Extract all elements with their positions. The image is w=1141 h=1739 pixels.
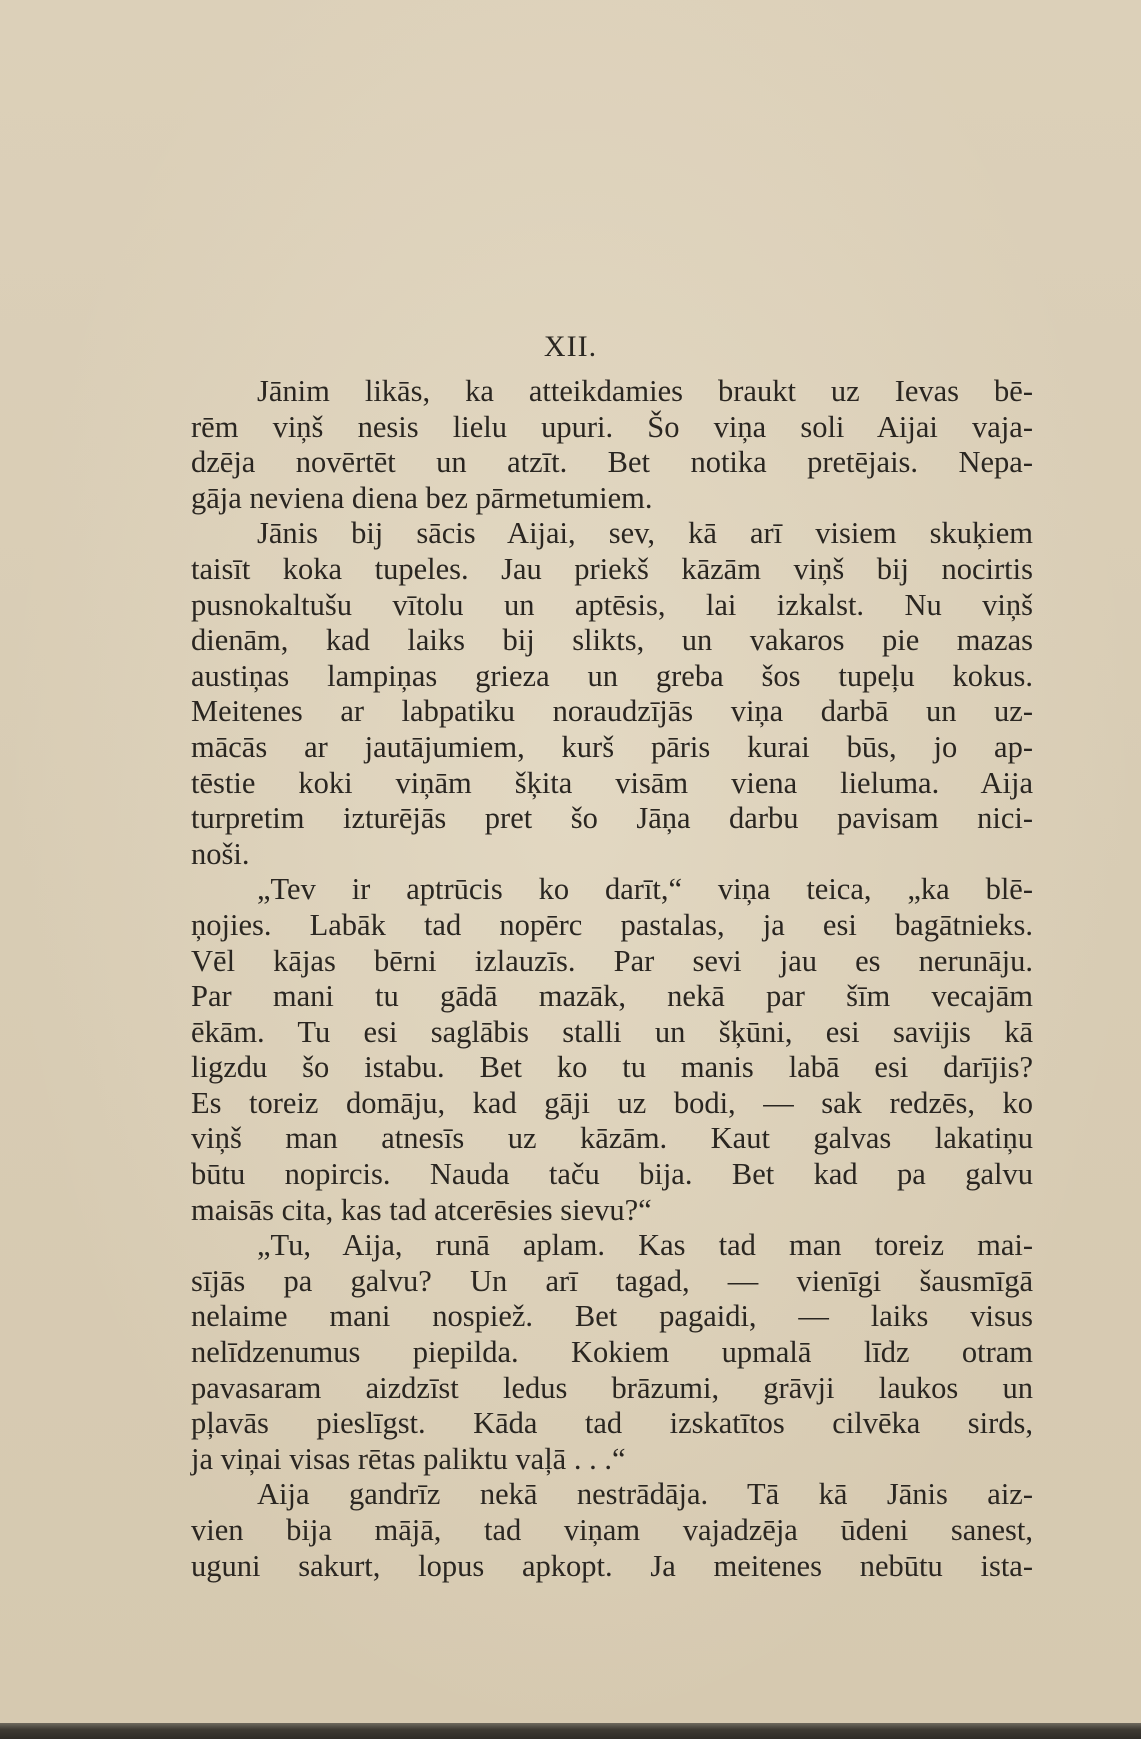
text-line: tēstie koki viņām šķita visām viena lieluma. Aija bbox=[191, 765, 1033, 800]
text-line: Meitenes ar labpatiku noraudzījās viņa darbā un uz- bbox=[191, 694, 1033, 729]
text-line: „Tu, Aija, runā aplam. Kas tad man toreiz mai- bbox=[257, 1228, 1033, 1263]
text-line: taisīt koka tupeles. Jau priekš kāzām viņš bij nocirtis bbox=[191, 551, 1033, 586]
text-line: rēm viņš nesis lielu upuri. Šo viņa soli Aijai vaja- bbox=[191, 409, 1033, 444]
text-line: uguni sakurt, lopus apkopt. Ja meitenes nebūtu ista- bbox=[191, 1548, 1033, 1583]
text-line: dzēja novērtēt un atzīt. Bet notika pretējais. Nepa- bbox=[191, 445, 1033, 480]
text-line: pļavās pieslīgst. Kāda tad izskatītos cilvēka sirds, bbox=[191, 1406, 1033, 1441]
text-line: Vēl kājas bērni izlauzīs. Par sevi jau es nerunāju. bbox=[191, 943, 1033, 978]
text-line: būtu nopircis. Nauda taču bija. Bet kad pa galvu bbox=[191, 1157, 1033, 1192]
text-line: Jānis bij sācis Aijai, sev, kā arī visiem skuķiem bbox=[257, 516, 1033, 551]
text-line: „Tev ir aptrūcis ko darīt,“ viņa teica, „ka blē- bbox=[257, 872, 1033, 907]
text-line: turpretim izturējās pret šo Jāņa darbu pavisam nici- bbox=[191, 801, 1033, 836]
text-line: nelaime mani nospiež. Bet pagaidi, — laiks visus bbox=[191, 1299, 1033, 1334]
text-line: viņš man atnesīs uz kāzām. Kaut galvas lakatiņu bbox=[191, 1121, 1033, 1156]
body-text bbox=[191, 374, 1033, 1584]
text-line: mācās ar jautājumiem, kurš pāris kurai būs, jo ap- bbox=[191, 729, 1033, 764]
text-line: Aija gandrīz nekā nestrādāja. Tā kā Jānis aiz- bbox=[257, 1477, 1033, 1512]
text-line: nelīdzenumus piepilda. Kokiem upmalā līdz otram bbox=[191, 1335, 1033, 1370]
text-line: pavasaram aizdzīst ledus brāzumi, grāvji laukos un bbox=[191, 1370, 1033, 1405]
text-line: sījās pa galvu? Un arī tagad, — vienīgi šausmīgā bbox=[191, 1263, 1033, 1298]
text-line: dienām, kad laiks bij slikts, un vakaros pie mazas bbox=[191, 623, 1033, 658]
text-line: Par mani tu gādā mazāk, nekā par šīm vecajām bbox=[191, 979, 1033, 1014]
page-bottom-edge bbox=[0, 1723, 1141, 1739]
text-line: noši. bbox=[191, 836, 250, 871]
text-line: ja viņai visas rētas paliktu vaļā . . .“ bbox=[191, 1441, 626, 1476]
text-line: austiņas lampiņas grieza un greba šos tupeļu kokus. bbox=[191, 658, 1033, 693]
text-line: ņojies. Labāk tad nopērc pastalas, ja esi bagātnieks. bbox=[191, 907, 1033, 942]
text-line: Jānim likās, ka atteikdamies braukt uz Ievas bē- bbox=[257, 374, 1033, 408]
text-line: maisās cita, kas tad atcerēsies sievu?“ bbox=[191, 1192, 652, 1227]
text-line: ēkām. Tu esi saglābis stalli un šķūni, esi savijis kā bbox=[191, 1014, 1033, 1049]
text-line: pusnokaltušu vītolu un aptēsis, lai izkalst. Nu viņš bbox=[191, 587, 1033, 622]
text-line: vien bija mājā, tad viņam vajadzēja ūdeni sanest, bbox=[191, 1513, 1033, 1547]
text-line: Es toreiz domāju, kad gāji uz bodi, — sak redzēs, ko bbox=[191, 1085, 1033, 1120]
chapter-heading: XII. bbox=[543, 330, 598, 363]
text-line: ligzdu šo istabu. Bet ko tu manis labā esi darījis? bbox=[191, 1050, 1033, 1085]
text-line: gāja neviena diena bez pārmetumiem. bbox=[191, 480, 653, 515]
